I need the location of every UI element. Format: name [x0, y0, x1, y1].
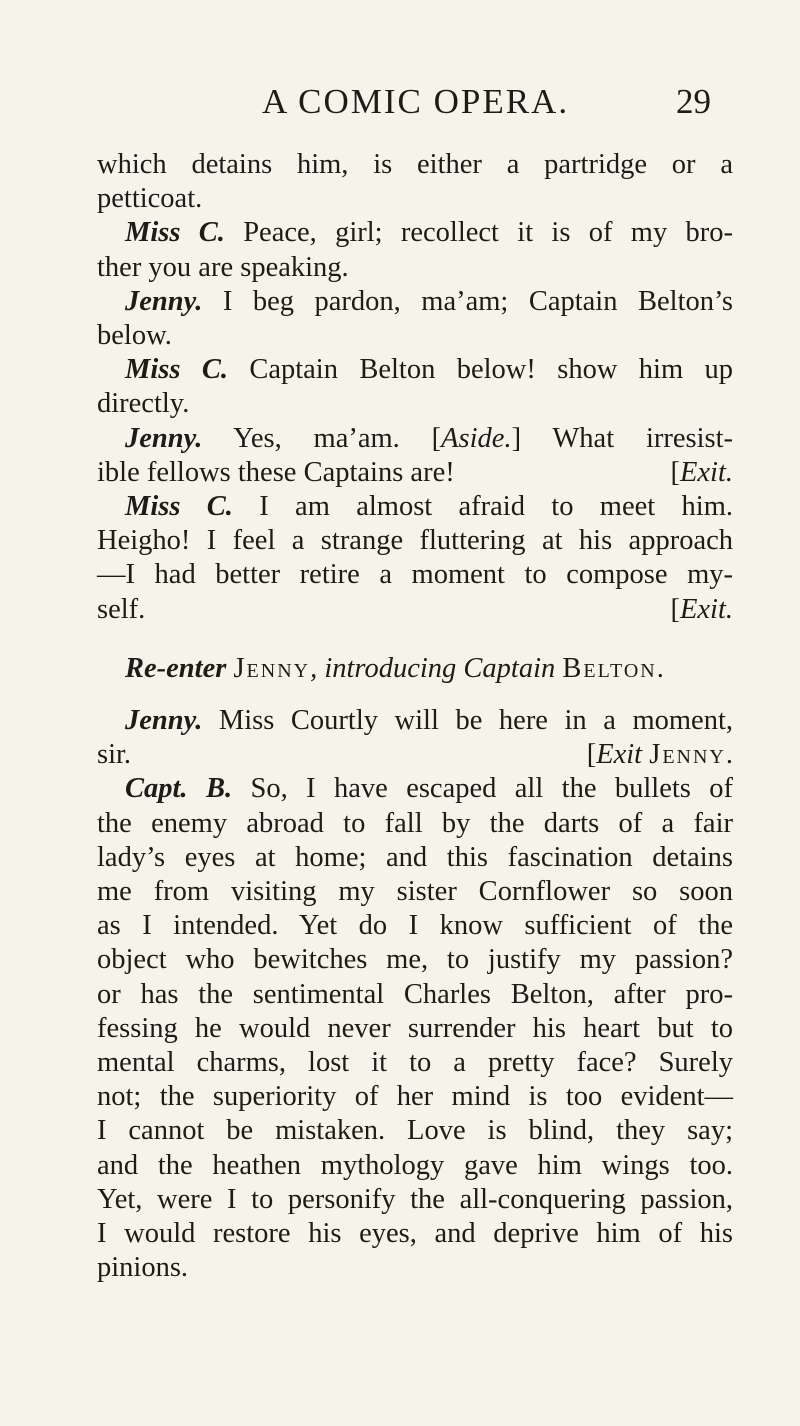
text-line: the enemy abroad to fall by the darts of a fair [97, 807, 733, 839]
text-line: fessing he would never surrender his heart but to [97, 1012, 733, 1044]
dialogue-text: ] What irresist- [511, 422, 733, 454]
page-number: 29 [676, 82, 711, 121]
speaker-name: Jenny. [125, 705, 203, 737]
dialogue-text: Peace, girl; recollect it is of my bro- [224, 217, 733, 249]
text-line: I would restore his eyes, and deprive him of his [97, 1218, 733, 1250]
text-line: petticoat. [97, 183, 203, 215]
stage-direction [97, 652, 733, 686]
character-name: Jenny [233, 652, 311, 684]
character-name: Belton [562, 652, 657, 684]
dialogue-text: So, I have escaped all the bullets of [232, 773, 734, 805]
dialogue-line [97, 456, 733, 490]
text-line: and the heathen mythology gave him wings too. [97, 1149, 733, 1181]
text-line: which detains him, is either a partridge or a [97, 149, 733, 180]
spacer [97, 627, 733, 652]
exit-label: Exit [596, 739, 643, 771]
speaker-name: Miss C. [125, 217, 225, 249]
text-line: Heigho! I feel a strange fluttering at his approach [97, 525, 733, 557]
text-line: object who bewitches me, to justify my passion? [97, 944, 733, 976]
text-line: below. [97, 320, 172, 352]
dialogue-line [97, 593, 733, 627]
running-head [0, 82, 800, 122]
dialogue-line [97, 285, 733, 319]
body-text [97, 148, 733, 1286]
stage-direction-period: . [656, 652, 664, 684]
stage-direction-exit: [Exit. [670, 593, 733, 625]
page-title: A COMIC OPERA. [262, 82, 570, 121]
speaker-name: Capt. B. [125, 773, 233, 805]
dialogue-text: Captain Belton below! show him up [227, 354, 733, 386]
stage-direction-aside: Aside. [441, 422, 512, 454]
speaker-name: Jenny. [125, 422, 203, 454]
dialogue-line [97, 490, 733, 524]
dialogue-text: Miss Courtly will be here in a moment, [202, 705, 733, 737]
speaker-name: Miss C. [125, 354, 228, 386]
text-line: lady’s eyes at home; and this fascination detains [97, 841, 733, 873]
text-line: as I intended. Yet do I know sufficient of the [97, 910, 733, 942]
stage-direction-text: , introducing Captain [310, 652, 563, 684]
text-line: pinions. [97, 1252, 189, 1284]
character-name: Jenny [649, 739, 726, 771]
dialogue-line [97, 772, 733, 806]
exit-label: Exit. [679, 593, 733, 625]
dialogue-line [97, 422, 733, 456]
text-line: me from visiting my sister Cornflower so soon [97, 876, 733, 908]
text-line: mental charms, lost it to a pretty face? Surely [97, 1047, 733, 1079]
dialogue-line [97, 353, 733, 387]
text-line: Yet, were I to personify the all-conquering passion, [97, 1183, 733, 1215]
text-line: not; the superiority of her mind is too evident— [97, 1081, 733, 1113]
dialogue-text: sir. [97, 739, 132, 771]
speaker-name: Jenny. [125, 285, 203, 317]
text-line: —I had better retire a moment to compose my- [97, 559, 733, 591]
exit-label: Exit. [679, 456, 733, 488]
speaker-name: Miss C. [125, 491, 233, 523]
spacer [97, 686, 733, 704]
text-line: I cannot be mistaken. Love is blind, they say; [97, 1115, 733, 1147]
dialogue-line [97, 704, 733, 738]
dialogue-text: I am almost afraid to meet him. [232, 491, 733, 523]
dialogue-text: ible fellows these Captains are! [97, 456, 455, 488]
dialogue-line [97, 216, 733, 250]
stage-direction-reenter: Re-enter [125, 652, 227, 684]
dialogue-text: Yes, ma’am. [ [202, 422, 442, 454]
dialogue-text: I beg pardon, ma’am; Captain Belton’s [202, 285, 733, 317]
stage-direction-exit: [Exit. [670, 456, 733, 488]
stage-direction-exit: [Exit Jenny. [586, 739, 733, 771]
dialogue-line [97, 738, 733, 772]
dialogue-text: self. [97, 593, 146, 625]
text-line: directly. [97, 388, 190, 420]
text-line: or has the sentimental Charles Belton, after pro- [97, 978, 733, 1010]
text-line: ther you are speaking. [97, 251, 349, 283]
